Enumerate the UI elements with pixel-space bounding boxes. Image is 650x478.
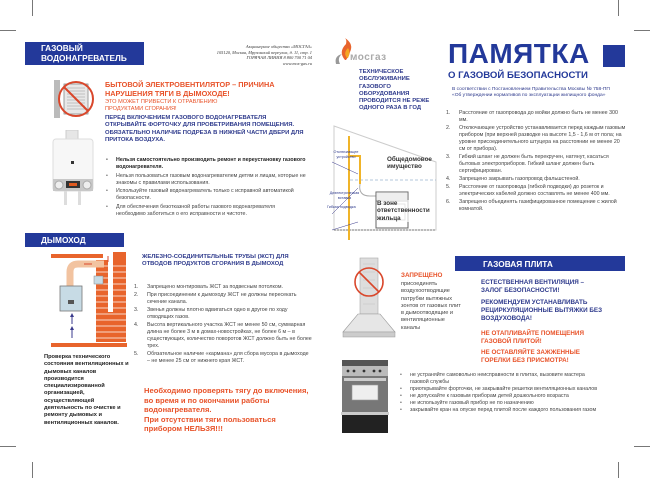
company-website[interactable]: www.mos-gas.ru bbox=[282, 60, 312, 66]
mosgaz-logo-text: мосгаз bbox=[350, 52, 387, 63]
gas-safety-rules-list bbox=[446, 110, 626, 213]
pipe-rule: Обязательное наличие «кармана» для сбора мусора в дымоходе – не менее 25 см от нижнего края ЖСТ. bbox=[147, 351, 309, 364]
pipes-section-title: ЖЕЛЕЗНО-СОЕДИНИТЕЛЬНЫЕ ТРУБЫ (ЖСТ) ДЛЯ ОТВОДОВ ПРОДУКТОВ СГОРАНИЯ В ДЫМОХОД bbox=[142, 254, 289, 268]
company-info bbox=[150, 44, 312, 66]
heater-rule: • Для обеспечения безотказной работы газового водонагревателя необходимо заботиться о его исправности и чистоте. bbox=[106, 204, 306, 218]
draft-warning bbox=[144, 386, 314, 434]
diagram-label-dielectric: Диэлектрическая вставка bbox=[329, 191, 360, 200]
ventilation-notice bbox=[105, 115, 305, 144]
maintenance-notice: ТЕХНИЧЕСКОЕ ОБСЛУЖИВАНИЕ ГАЗОВОГО ОБОРУДОВАНИЯ ПРОВОДИТСЯ НЕ РЕЖЕ ОДНОГО РАЗА В ГОД bbox=[359, 69, 430, 112]
crop-mark bbox=[32, 0, 33, 16]
heater-rule: • Нельзя самостоятельно производить ремонт и переустановку газового водонагревателя. bbox=[106, 157, 306, 171]
crop-mark bbox=[32, 462, 33, 478]
company-name: Акционерное общество «МОСГАЗ» bbox=[245, 44, 312, 49]
chimney-title: ДЫМОХОД bbox=[41, 235, 86, 245]
pipe-rule: Звенья должны плотно вдвигаться одно в другое по ходу отводящих газов. bbox=[147, 307, 288, 320]
subtitle: О ГАЗОВОЙ БЕЗОПАСНОСТИ bbox=[448, 70, 588, 81]
diagram-label-resident-zone: В зоне ответственности жильца bbox=[377, 200, 430, 222]
pipe-rule: При присоединении к дымоходу ЖСТ не должны пересекать сечение канала. bbox=[147, 292, 297, 305]
water-heater-title: ГАЗОВЫЙ ВОДОНАГРЕВАТЕЛЬ bbox=[41, 43, 127, 63]
fan-warning-subtitle: ЭТО МОЖЕТ ПРИВЕСТИ К ОТРАВЛЕНИЮ ПРОДУКТАМИ СГОРАНИЯ! bbox=[105, 99, 218, 112]
stove-rules-list bbox=[400, 372, 600, 414]
fan-prohibited-icon bbox=[54, 78, 98, 120]
crop-mark bbox=[618, 462, 619, 478]
pipe-rules-list bbox=[134, 284, 312, 365]
crop-mark bbox=[618, 0, 619, 16]
stove-rule: • закрывайте кран на опуске перед плитой после каждого пользования газом bbox=[400, 407, 600, 414]
hood-prohibited-icon bbox=[341, 254, 397, 346]
gas-rule: Запрещено закрывать газопровод фальшстеной. bbox=[459, 176, 580, 182]
heater-rule: • Нельзя пользоваться газовым водонагревателем детям и лицам, которые не знакомы с правилами использования. bbox=[106, 173, 306, 187]
gas-rule: Отключающее устройство устанавливается перед каждым газовым прибором (при верхней разводке на высоте 1,5 - 1,6 м от пола; на уровне присоединительного штуцера на расстоянии не менее 20 см от прибора). bbox=[459, 125, 626, 152]
main-title: ПАМЯТКА bbox=[448, 38, 590, 69]
stove-heating-warning: НЕ ОТАПЛИВАЙТЕ ПОМЕЩЕНИЯ ГАЗОВОЙ ПЛИТОЙ! bbox=[481, 330, 584, 345]
gas-rule: Запрещено объединять газифицированное помещение с жилой комнатой. bbox=[459, 199, 617, 212]
stove-unattended-warning: НЕ ОСТАВЛЯЙТЕ ЗАЖЖЕННЫЕ ГОРЕЛКИ БЕЗ ПРИСМОТРА! bbox=[481, 349, 580, 364]
company-address: 105120, Москва, Мрузовский переулок, д. 11, стр. 1 bbox=[216, 49, 312, 55]
water-heater-section-header bbox=[25, 42, 144, 65]
gas-stove-section-header bbox=[455, 256, 625, 271]
fan-warning-title: БЫТОВОЙ ЭЛЕКТРОВЕНТИЛЯТОР – ПРИЧИНА НАРУШЕНИЯ ТЯГИ В ДЫМОХОДЕ! bbox=[105, 80, 275, 98]
inspection-note: Проверка технического состояния вентиляционных и дымовых каналов производится специализированной организацией, осуществляющей деятельность по очистке и ремонту дымовых и вентиляционных каналов. bbox=[44, 354, 129, 426]
draft-warning-2: При отсутствии тяги пользоваться прибором НЕЛЬЗЯ!!! bbox=[144, 414, 276, 433]
stove-rule: • приоткрывайте форточки, не закрывайте решетки вентиляционных каналов bbox=[400, 386, 600, 393]
stove-rule: • не устраняйте самовольно неисправности в плитах, вызовите мастера газовой службы bbox=[400, 372, 600, 386]
title-accent-square bbox=[603, 45, 625, 67]
diagram-label-flex-hose: Гибкая подводка bbox=[327, 205, 356, 209]
stove-rule: • не допускайте к газовым приборам детей дошкольного возраста bbox=[400, 393, 600, 400]
hood-warning-title: ЗАПРЕЩЕНО bbox=[401, 272, 443, 279]
gas-installation-diagram bbox=[330, 122, 442, 244]
hood-warning-text: присоединять воздухоотводящие патрубки вытяжных зонтов от газовых плит в дымоотводящие и вентиляционные каналы bbox=[401, 281, 461, 331]
crop-mark bbox=[0, 446, 16, 447]
crop-mark bbox=[634, 446, 650, 447]
water-heater-illustration bbox=[50, 130, 96, 210]
crop-mark bbox=[0, 30, 16, 31]
chimney-illustration bbox=[48, 250, 128, 350]
heater-rule: • Используйте газовый водонагреватель только с исправной автоматикой безопасности. bbox=[106, 188, 306, 202]
gas-stove-title: ГАЗОВАЯ ПЛИТА bbox=[483, 259, 553, 269]
stove-rule: • не используйте газовый прибор не по назначению bbox=[400, 400, 600, 407]
pipe-rule: Запрещено монтировать ЖСТ за подвесным потолком. bbox=[147, 284, 283, 290]
stove-recirculation-note: РЕКОМЕНДУЕМ УСТАНАВЛИВАТЬ РЕЦИРКУЛЯЦИОННЫЕ ВЫТЯЖКИ БЕЗ ВОЗДУХОВОДА! bbox=[481, 299, 603, 322]
company-hotline: ГОРЯЧАЯ ЛИНИЯ 8 800 700 71 04 bbox=[246, 55, 312, 60]
stove-ventilation-note: ЕСТЕСТВЕННАЯ ВЕНТИЛЯЦИЯ – ЗАЛОГ БЕЗОПАСНОСТИ! bbox=[481, 279, 585, 294]
gas-rule: Гибкий шланг не должен быть перекручен, натянут, касаться бытовых электроприборов. Гибкий шланг должен быть сертифицирован. bbox=[459, 154, 609, 174]
pipe-rule: Высота вертикального участка ЖСТ не менее 50 см, суммарная длина не более 3 м в домах-новостройках, не более 6 м – в существующих, количество поворотов ЖСТ должно быть не более трех. bbox=[147, 322, 312, 349]
draft-warning-1: Необходимо проверять тягу до включения, во время и по окончании работы водонагревателя. bbox=[144, 386, 309, 414]
chimney-section-header bbox=[25, 233, 124, 247]
gas-rule: Расстояние от газопровода (гибкой подводки) до розеток и электрических кабелей должно составлять не менее 400 мм. bbox=[459, 184, 610, 197]
crop-mark bbox=[634, 30, 650, 31]
gas-rule: Расстояние от газопровода до мойки должно быть не менее 300 мм. bbox=[459, 110, 618, 123]
diagram-label-shutoff: Отключающее устройство bbox=[333, 150, 359, 159]
ventilation-notice-1: ПЕРЕД ВКЛЮЧЕНИЕМ ГАЗОВОГО ВОДОНАГРЕВАТЕЛЯ ОТКРЫВАЙТЕ ФОРТОЧКУ ДЛЯ ПРОВЕТРИВАНИЯ ПОМЕЩЕНИЯ. bbox=[105, 115, 295, 129]
ventilation-notice-2: ОБЯЗАТЕЛЬНО НАЛИЧИЕ ПОДРЕЗА В НИЖНЕЙ ЧАСТИ ДВЕРИ ДЛЯ ПРИТОКА ВОЗДУХА. bbox=[105, 129, 304, 143]
heater-rules-list bbox=[106, 157, 306, 218]
regulation-reference: В соответствии с Постановлением Правительства Москвы № 758-ПП «Об утверждении нормативов по эксплуатации жилищного фонда» bbox=[452, 87, 610, 99]
gas-stove-illustration bbox=[340, 360, 390, 436]
diagram-label-common-property: Общедомовое имущество bbox=[387, 156, 432, 171]
